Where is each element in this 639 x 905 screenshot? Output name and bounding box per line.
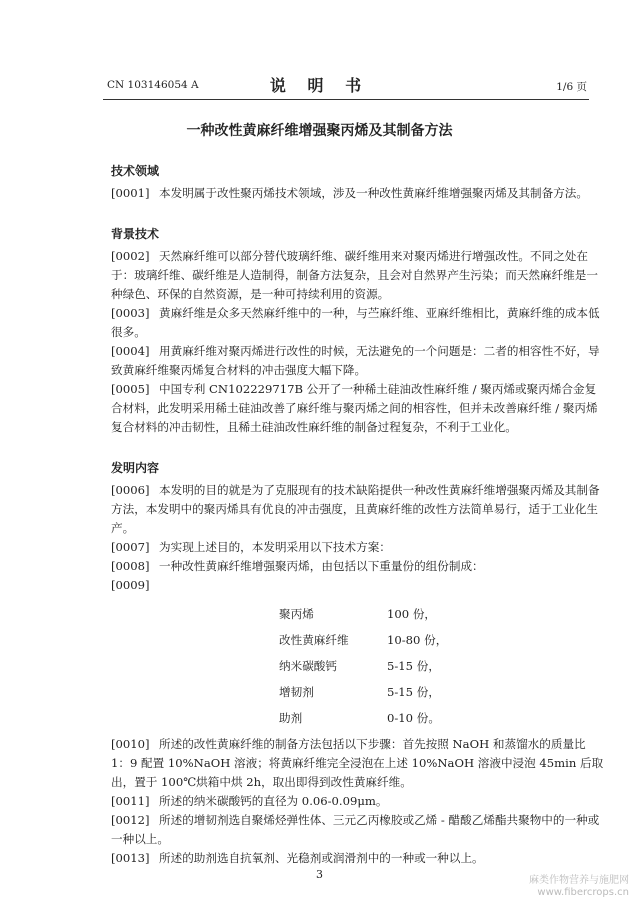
paragraph-number: [0008]: [111, 559, 150, 573]
component-amount: 5-15 份，: [387, 659, 440, 673]
paragraph-text: 所述的改性黄麻纤维的制备方法包括以下步骤：首先按照 NaOH 和蒸馏水的质量比 1：9 配置 10%NaOH 溶液；将黄麻纤维完全浸泡在上述 10%NaOH 溶液中浸泡 45min 后取出，置于 100℃烘箱中烘 2h，取出即得到改性黄麻纤维。: [111, 737, 604, 789]
document-title: 一种改性黄麻纤维增强聚丙烯及其制备方法: [186, 123, 453, 139]
paragraph-0002: [111, 247, 607, 304]
component-name: 聚丙烯: [279, 607, 314, 621]
paragraph-number: [0002]: [111, 249, 150, 263]
paragraph-number: [0013]: [111, 851, 150, 865]
component-amount: 0-10 份。: [387, 711, 440, 725]
paragraph-number: [0010]: [111, 737, 150, 751]
paragraph-text: 为实现上述目的，本发明采用以下技术方案：: [159, 540, 391, 554]
table-row: [279, 705, 607, 731]
paragraph-number: [0012]: [111, 813, 150, 827]
table-row: [279, 679, 607, 705]
paragraph-0011: [111, 792, 607, 811]
watermark-line: www.fibercrops.cn: [537, 887, 629, 898]
paragraph-text: 所述的增韧剂选自聚烯烃弹性体、三元乙丙橡胶或乙烯 - 醋酸乙烯酯共聚物中的一种或一种以上。: [111, 813, 600, 846]
composition-table: [279, 601, 607, 731]
watermark: [529, 875, 629, 899]
paragraph-0003: [111, 304, 607, 342]
table-row: [279, 627, 607, 653]
component-amount: 5-15 份，: [387, 685, 440, 699]
table-row: [279, 653, 607, 679]
paragraph-number: [0004]: [111, 344, 150, 358]
component-name: 助剂: [279, 711, 303, 725]
paragraph-number: [0001]: [111, 186, 150, 200]
header-rule: [103, 99, 589, 100]
paragraph-number: [0006]: [111, 483, 150, 497]
paragraph-0012: [111, 811, 607, 849]
section-heading-technical-field: 技术领域: [111, 164, 160, 178]
paragraph-text: 用黄麻纤维对聚丙烯进行改性的时候，无法避免的一个问题是：二者的相容性不好，导致黄麻纤维聚丙烯复合材料的冲击强度大幅下降。: [111, 344, 600, 377]
paragraph-text: 所述的助剂选自抗氧剂、光稳剂或润滑剂中的一种或一种以上。: [159, 851, 484, 865]
paragraph-0010: [111, 735, 607, 792]
paragraph-text: 天然麻纤维可以部分替代玻璃纤维、碳纤维用来对聚丙烯进行增强改性。不同之处在于：玻璃纤维、碳纤维是人造制得，制备方法复杂，且会对自然界产生污染；而天然麻纤维是一种绿色、环保的自然资源，是一种可持续利用的资源。: [111, 249, 598, 301]
page-indicator: 1/6 页: [556, 81, 587, 93]
component-name: 改性黄麻纤维: [279, 633, 349, 647]
paragraph-0001: [111, 184, 607, 203]
paragraph-number: [0007]: [111, 540, 150, 554]
paragraph-text: 黄麻纤维是众多天然麻纤维中的一种，与苎麻纤维、亚麻纤维相比，黄麻纤维的成本低很多。: [111, 306, 600, 339]
paragraph-number: [0011]: [111, 794, 150, 808]
paragraph-0007: [111, 538, 607, 557]
paragraph-number: [0009]: [111, 578, 150, 592]
paragraph-0013: [111, 849, 607, 868]
table-row: [279, 601, 607, 627]
paragraph-0006: [111, 481, 607, 538]
watermark-line: 麻类作物营养与施肥网: [529, 875, 629, 886]
paragraph-text: 中国专利 CN102229717B 公开了一种稀土硅油改性麻纤维 / 聚丙烯或聚丙烯合金复合材料，此发明采用稀土硅油改善了麻纤维与聚丙烯之间的相容性，但并未改善麻纤维 / 聚丙烯复合材料的冲击韧性，且稀土硅油改性麻纤维的制备过程复杂，不利于工业化。: [111, 382, 598, 434]
page-number: 3: [316, 868, 323, 881]
paragraph-0009: [111, 576, 607, 595]
component-name: 增韧剂: [279, 685, 314, 699]
paragraph-0004: [111, 342, 607, 380]
component-name: 纳米碳酸钙: [279, 659, 337, 673]
paragraph-number: [0003]: [111, 306, 150, 320]
document-body: [111, 162, 607, 868]
paragraph-text: 所述的纳米碳酸钙的直径为 0.06-0.09μm。: [159, 794, 388, 808]
paragraph-text: 本发明的目的就是为了克服现有的技术缺陷提供一种改性黄麻纤维增强聚丙烯及其制备方法，本发明中的聚丙烯具有优良的冲击强度，且黄麻纤维的改性方法简单易行，适于工业化生产。: [111, 483, 600, 535]
section-heading-background: 背景技术: [111, 227, 160, 241]
section-heading-summary: 发明内容: [111, 461, 160, 475]
doc-type: 说 明 书: [269, 76, 370, 95]
doc-number: CN 103146054 A: [107, 79, 199, 91]
paragraph-0005: [111, 380, 607, 437]
paragraph-0008: [111, 557, 607, 576]
page-header: [0, 73, 639, 97]
paragraph-number: [0005]: [111, 382, 150, 396]
paragraph-text: 一种改性黄麻纤维增强聚丙烯，由包括以下重量份的组份制成：: [159, 559, 484, 573]
component-amount: 100 份，: [387, 607, 437, 621]
paragraph-text: 本发明属于改性聚丙烯技术领域，涉及一种改性黄麻纤维增强聚丙烯及其制备方法。: [159, 186, 588, 200]
component-amount: 10-80 份，: [387, 633, 448, 647]
